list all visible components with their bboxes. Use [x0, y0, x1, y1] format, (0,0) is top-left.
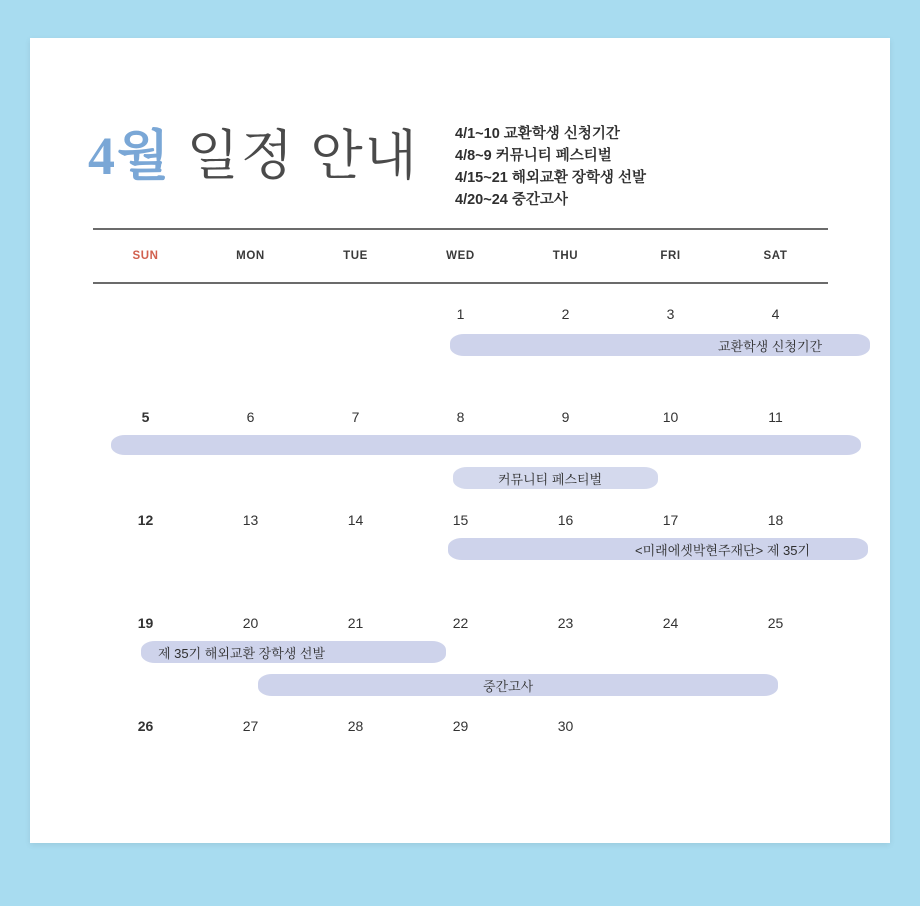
- day-cell[interactable]: 21: [347, 614, 364, 631]
- week-row: [93, 696, 828, 799]
- dow-sat: SAT: [763, 250, 788, 262]
- event-label: 제 35기 해외교환 장학생 선발: [158, 645, 326, 661]
- week-row: [93, 490, 828, 593]
- day-cell[interactable]: 18: [767, 511, 784, 528]
- dow-thu: THU: [552, 250, 579, 262]
- day-cell[interactable]: 7: [351, 408, 360, 425]
- day-cell[interactable]: 20: [242, 614, 259, 631]
- day-cell[interactable]: 19: [137, 614, 154, 631]
- note-item: 4/15~21 해외교환 장학생 선발: [455, 170, 646, 186]
- day-cell[interactable]: 17: [662, 511, 679, 528]
- day-cell[interactable]: 25: [767, 614, 784, 631]
- title-rest: 일정 안내: [186, 126, 419, 186]
- day-cell[interactable]: 23: [557, 614, 574, 631]
- event-stroke: [111, 435, 861, 455]
- day-cell[interactable]: 2: [561, 305, 570, 322]
- event-label: 커뮤니티 페스티벌: [498, 471, 603, 487]
- day-cell[interactable]: 3: [666, 305, 675, 322]
- day-cell[interactable]: 9: [561, 408, 570, 425]
- day-cell[interactable]: [303, 306, 408, 322]
- calendar-page: [30, 38, 890, 843]
- day-cell[interactable]: 30: [557, 717, 574, 734]
- day-cell[interactable]: 5: [141, 408, 150, 425]
- dow-sun: SUN: [132, 250, 159, 262]
- day-cell[interactable]: 11: [768, 408, 783, 425]
- day-cell[interactable]: 27: [242, 717, 259, 734]
- dow-mon: MON: [236, 250, 265, 262]
- day-cell[interactable]: 28: [347, 717, 364, 734]
- week-row: [93, 593, 828, 696]
- day-cell[interactable]: 29: [452, 717, 469, 734]
- day-cell[interactable]: 16: [557, 511, 574, 528]
- day-cell[interactable]: 1: [456, 305, 465, 322]
- title-month: 4월: [88, 126, 172, 186]
- calendar-weeks: [93, 284, 828, 799]
- dow-wed: WED: [446, 250, 475, 262]
- day-of-week-header: [93, 230, 828, 282]
- day-cell[interactable]: 4: [771, 305, 780, 322]
- note-item: 4/20~24 중간고사: [455, 192, 568, 208]
- day-cell[interactable]: 14: [347, 511, 364, 528]
- page-title: [88, 113, 488, 190]
- day-cell[interactable]: [198, 306, 303, 322]
- day-cell[interactable]: 10: [662, 408, 679, 425]
- day-cell[interactable]: 8: [456, 408, 465, 425]
- week-row: [93, 387, 828, 490]
- event-label: <미래에셋박현주재단> 제 35기: [635, 542, 811, 558]
- week-row: [93, 284, 828, 387]
- day-cell[interactable]: 15: [452, 511, 469, 528]
- day-cell[interactable]: 22: [452, 614, 469, 631]
- notes-list: [455, 123, 805, 211]
- day-cell[interactable]: [618, 718, 723, 734]
- day-cell[interactable]: 12: [137, 511, 154, 528]
- day-cell[interactable]: [93, 306, 198, 322]
- dow-tue: TUE: [343, 250, 368, 262]
- calendar-grid: [93, 228, 828, 799]
- event-label: 교환학생 신청기간: [718, 338, 823, 354]
- day-cell[interactable]: 6: [246, 408, 255, 425]
- note-item: 4/8~9 커뮤니티 페스티벌: [455, 148, 612, 164]
- day-cell[interactable]: 26: [137, 717, 154, 734]
- day-cell[interactable]: 24: [662, 614, 679, 631]
- event-label: 중간고사: [483, 678, 534, 694]
- note-item: 4/1~10 교환학생 신청기간: [455, 126, 620, 142]
- day-cell[interactable]: 13: [242, 511, 259, 528]
- day-cell[interactable]: [723, 718, 828, 734]
- dow-fri: FRI: [660, 250, 681, 262]
